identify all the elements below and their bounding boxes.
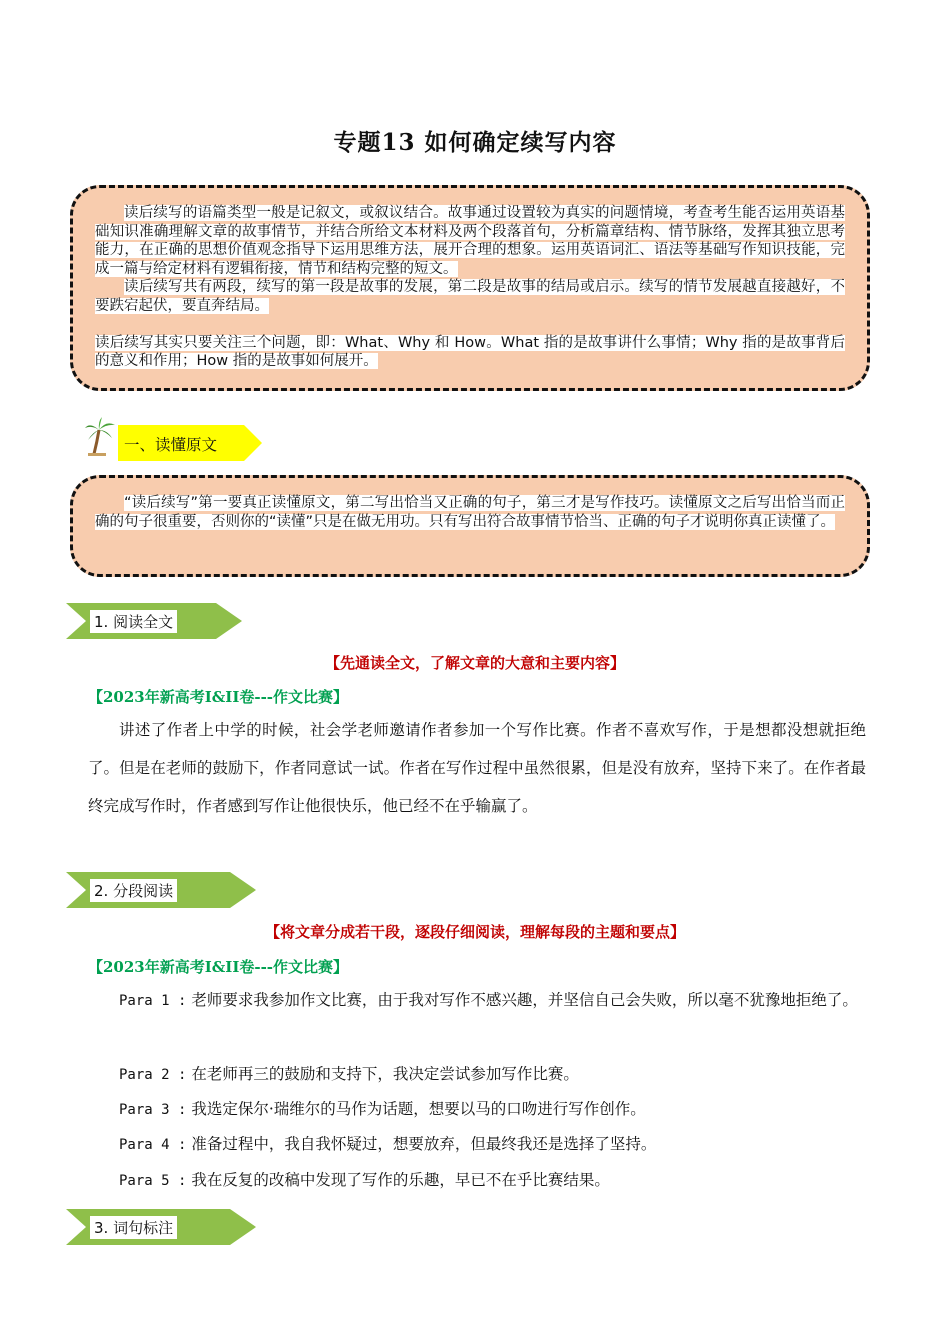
paragraph-summary-1: Para 1 : 老师要求我参加作文比赛，由于我对写作不感兴趣，并坚信自己会失败，所以毫不犹豫地拒绝了。 [119,991,858,1009]
step-tag-label: 3. 词句标注 [90,1216,177,1239]
red-guideline-heading: 【将文章分成若干段，逐段仔细阅读，理解每段的主题和要点】 [264,923,685,941]
red-guideline-heading: 【先通读全文，了解文章的大意和主要内容】 [324,654,625,672]
intro-box [70,185,870,391]
page-title: 专题13 如何确定续写内容 [333,129,617,156]
exam-source-heading: 【2023年新高考I&II卷---作文比赛】 [88,958,349,976]
step-tag-label: 1. 阅读全文 [90,610,177,633]
read-original-text: “读后续写”第一要真正读懂原文，第二写出恰当又正确的句子，第三才是写作技巧。读懂原文之后写出恰当而正确的句子很重要，否则你的“读懂”只是在做无用功。只有写出符合故事情节恰当、正确的句子才说明你真正读懂了。 [95,495,845,530]
paragraph-summary-5: Para 5 : 我在反复的改稿中发现了写作的乐趣，早已不在乎比赛结果。 [119,1171,610,1189]
paragraph-summary-4: Para 4 : 准备过程中，我自我怀疑过，想要放弃，但最终我还是选择了坚持。 [119,1135,657,1153]
intro-paragraph-1: 读后续写的语篇类型一般是记叙文，或叙议结合。故事通过设置较为真实的问题情境，考查考生能否运用英语基础知识准确理解文章的故事情节，并结合所给文本材料及两个段落首句，分析篇章结构、情节脉络，发挥其独立思考能力，在正确的思想价值观念指导下运用思维方法，展开合理的想象。运用英语词汇、语法等基础写作知识技能，完成一篇与给定材料有逻辑衔接，情节和结构完整的短文。 [95,205,845,277]
step-tag-read-by-section [66,872,256,908]
step-tag-annotate [66,1209,256,1245]
step-tag-label: 2. 分段阅读 [90,879,177,902]
palm-tree-icon [84,416,116,456]
intro-paragraph-3: 读后续写其实只要关注三个问题，即：What、Why 和 How。What 指的是故事讲什么事情；Why 指的是故事背后的意义和作用；How 指的是故事如何展开。 [95,334,845,370]
read-original-box [70,475,870,577]
step-tag-read-full [66,603,242,639]
section-heading-label: 一、读懂原文 [124,436,218,454]
exam-source-heading: 【2023年新高考I&II卷---作文比赛】 [88,688,349,706]
paragraph-summary-3: Para 3 : 我选定保尔·瑞维尔的马作为话题，想要以马的口吻进行写作创作。 [119,1100,646,1118]
paragraph-summary-2: Para 2 : 在老师再三的鼓励和支持下，我决定尝试参加写作比赛。 [119,1065,579,1083]
intro-paragraph-2: 读后续写共有两段，续写的第一段是故事的发展，第二段是故事的结局或启示。续写的情节发展越直接越好，不要跌宕起伏，要直奔结局。 [95,279,845,314]
summary-text: 讲述了作者上中学的时候，社会学老师邀请作者参加一个写作比赛。作者不喜欢写作，于是想都没想就拒绝了。但是在老师的鼓励下，作者同意试一试。作者在写作过程中虽然很累，但是没有放弃，坚持下来了。在作者最终完成写作时，作者感到写作让他很快乐，他已经不在乎输赢了。 [88,721,866,815]
